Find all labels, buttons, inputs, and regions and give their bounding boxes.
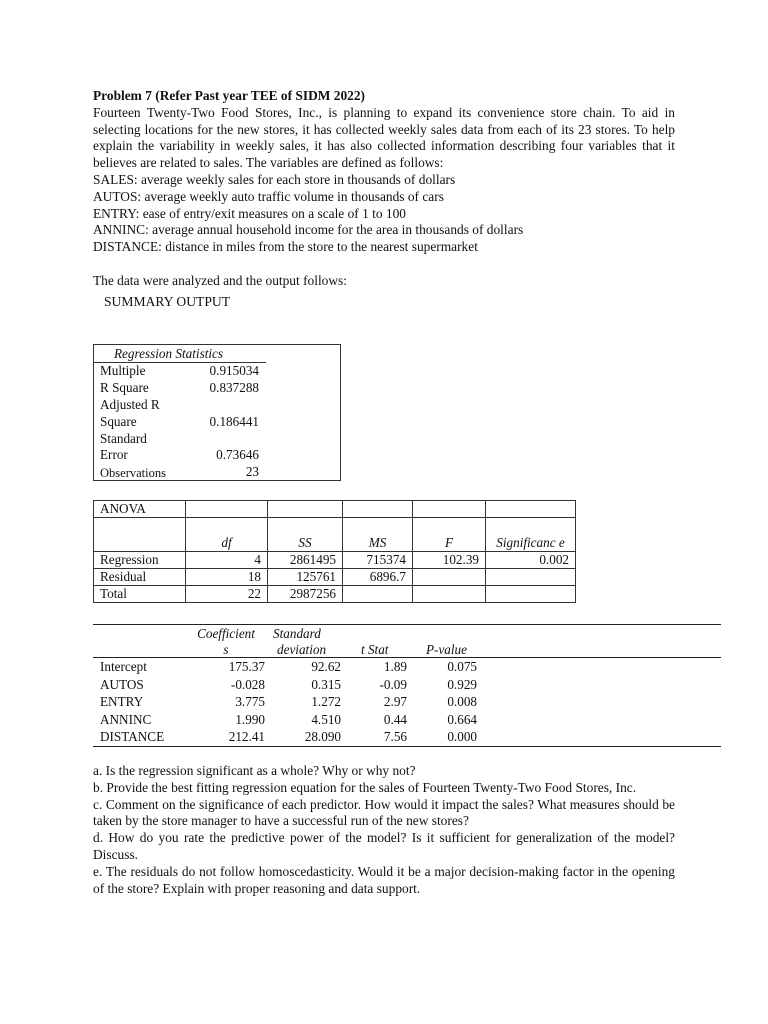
anova-source: Total [94, 586, 186, 603]
predictor-name: Intercept [100, 659, 147, 674]
stat-value-standard-error: 0.73646 [216, 447, 259, 462]
anova-ms: 6896.7 [343, 569, 413, 586]
anova-df: 22 [186, 586, 268, 603]
summary-output-label: SUMMARY OUTPUT [104, 293, 231, 309]
definition-autos: AUTOS: average weekly auto traffic volume in thousands of cars [93, 188, 444, 204]
anova-row-residual [94, 569, 576, 586]
sd-value: 92.62 [311, 659, 341, 674]
anova-ss: 2987256 [268, 586, 343, 603]
regression-statistics-header: Regression Statistics [114, 346, 224, 361]
header-coefficients-line2: s [223, 642, 229, 657]
t-stat-value: 2.97 [383, 694, 407, 710]
header-sd-line2: deviation [277, 642, 327, 657]
p-value: 0.929 [447, 676, 477, 692]
definition-distance: DISTANCE: distance in miles from the store to the nearest supermarket [93, 239, 478, 255]
anova-significance [486, 586, 576, 603]
coefficient-row-distance [93, 728, 721, 746]
header-t-stat: t Stat [361, 642, 389, 657]
predictor-name: ANNINC [100, 711, 152, 727]
coefficient-row-intercept [93, 658, 721, 676]
stat-label-error: Error [100, 447, 128, 462]
predictor-name: ENTRY [100, 694, 144, 710]
question-a: a. Is the regression significant as a whole? Why or why not? [93, 763, 416, 778]
anova-f: 102.39 [413, 552, 486, 569]
stat-label-r-square: R Square [100, 380, 149, 395]
analysis-intro: The data were analyzed and the output follows: [93, 272, 347, 288]
stat-label-multiple: Multiple [100, 363, 146, 378]
coefficient-value: 3.775 [235, 694, 265, 710]
anova-row-total [94, 586, 576, 603]
stat-label-observations: Observations [100, 466, 166, 480]
anova-ss: 2861495 [268, 552, 343, 569]
definition-anninc: ANNINC: average annual household income for the area in thousands of dollars [93, 222, 524, 238]
anova-ms: 715374 [343, 552, 413, 569]
coefficient-value: -0.028 [230, 676, 265, 692]
anova-f [413, 586, 486, 603]
problem-text [93, 88, 675, 311]
anova-header-f: F [413, 518, 486, 552]
sd-value: 28.090 [304, 729, 341, 745]
question-d: d. How do you rate the predictive power of the model? Is it sufficient for generalization of the model? Discuss. [93, 830, 675, 862]
coefficient-value: 212.41 [228, 729, 265, 745]
anova-title: ANOVA [94, 501, 186, 518]
anova-significance: 0.002 [486, 552, 576, 569]
stat-label-standard: Standard [100, 431, 147, 446]
question-c: c. Comment on the significance of each predictor. How would it impact the sales? What measures should be taken by the store manager to have a successful run of the new stores? [93, 796, 675, 829]
definition-sales: SALES: average weekly sales for each store in thousands of dollars [93, 171, 456, 187]
stat-value-r-square: 0.837288 [209, 380, 259, 395]
stat-label-adjusted-r: Adjusted R [100, 397, 160, 412]
anova-ms [343, 586, 413, 603]
sd-value: 0.315 [311, 676, 341, 692]
predictor-name: DISTANCE [100, 729, 165, 745]
anova-table [93, 500, 576, 603]
coefficient-row-anninc [93, 711, 721, 729]
anova-source: Residual [94, 569, 186, 586]
stat-label-adjusted-r-square: Square [100, 414, 137, 429]
sd-value: 1.272 [311, 694, 341, 710]
anova-header-ms: MS [343, 518, 413, 552]
problem-intro: Fourteen Twenty-Two Food Stores, Inc., is planning to expand its convenience store chain. To aid in selecting locations for the new stores, it has collected weekly sales data from each of its 23 stores. To help explain the variability in weekly sales, it has also collected information describing four variables that it believes are related to sales. The variables are defined as follows: [93, 104, 675, 171]
t-stat-value: 1.89 [383, 659, 407, 674]
stat-value-adjusted-r-square: 0.186441 [209, 414, 259, 429]
coefficients-header [93, 625, 721, 657]
p-value: 0.000 [447, 729, 477, 745]
anova-header-source [94, 518, 186, 552]
anova-header-significance: Significanc e [486, 518, 576, 552]
anova-ss: 125761 [268, 569, 343, 586]
header-p-value: P-value [426, 642, 468, 657]
t-stat-value: -0.09 [379, 676, 407, 692]
anova-source: Regression [94, 552, 186, 569]
anova-header-df: df [186, 518, 268, 552]
coefficient-row-entry [93, 693, 721, 711]
sd-value: 4.510 [311, 711, 341, 727]
problem-title: Problem 7 (Refer Past year TEE of SIDM 2022) [93, 88, 365, 103]
anova-significance [486, 569, 576, 586]
coefficients-table [93, 624, 721, 747]
p-value: 0.008 [447, 694, 477, 710]
stat-value-observations: 23 [245, 464, 259, 479]
p-value: 0.075 [447, 659, 477, 674]
coefficient-value: 1.990 [235, 711, 265, 727]
anova-header-ss: SS [268, 518, 343, 552]
anova-df: 4 [186, 552, 268, 569]
header-coefficients-line1: Coefficient [197, 626, 255, 641]
predictor-name: AUTOS [100, 676, 144, 692]
coefficient-row-autos [93, 676, 721, 694]
t-stat-value: 0.44 [383, 711, 407, 727]
question-e: e. The residuals do not follow homoscedasticity. Would it be a major decision-making factor in the opening of the store? Explain with proper reasoning and data support. [93, 863, 675, 896]
header-sd-line1: Standard [273, 626, 321, 641]
question-b: b. Provide the best fitting regression equation for the sales of Fourteen Twenty-Two Food Stores, Inc. [93, 779, 637, 795]
anova-row-regression [94, 552, 576, 569]
coefficient-value: 175.37 [228, 659, 265, 674]
stat-value-multiple: 0.915034 [209, 363, 259, 378]
anova-df: 18 [186, 569, 268, 586]
bottom-rule [93, 746, 721, 747]
p-value: 0.664 [447, 711, 477, 727]
regression-statistics-table [93, 344, 341, 481]
definition-entry: ENTRY: ease of entry/exit measures on a scale of 1 to 100 [93, 205, 406, 221]
questions-list [93, 763, 675, 897]
anova-f [413, 569, 486, 586]
t-stat-value: 7.56 [383, 729, 407, 745]
